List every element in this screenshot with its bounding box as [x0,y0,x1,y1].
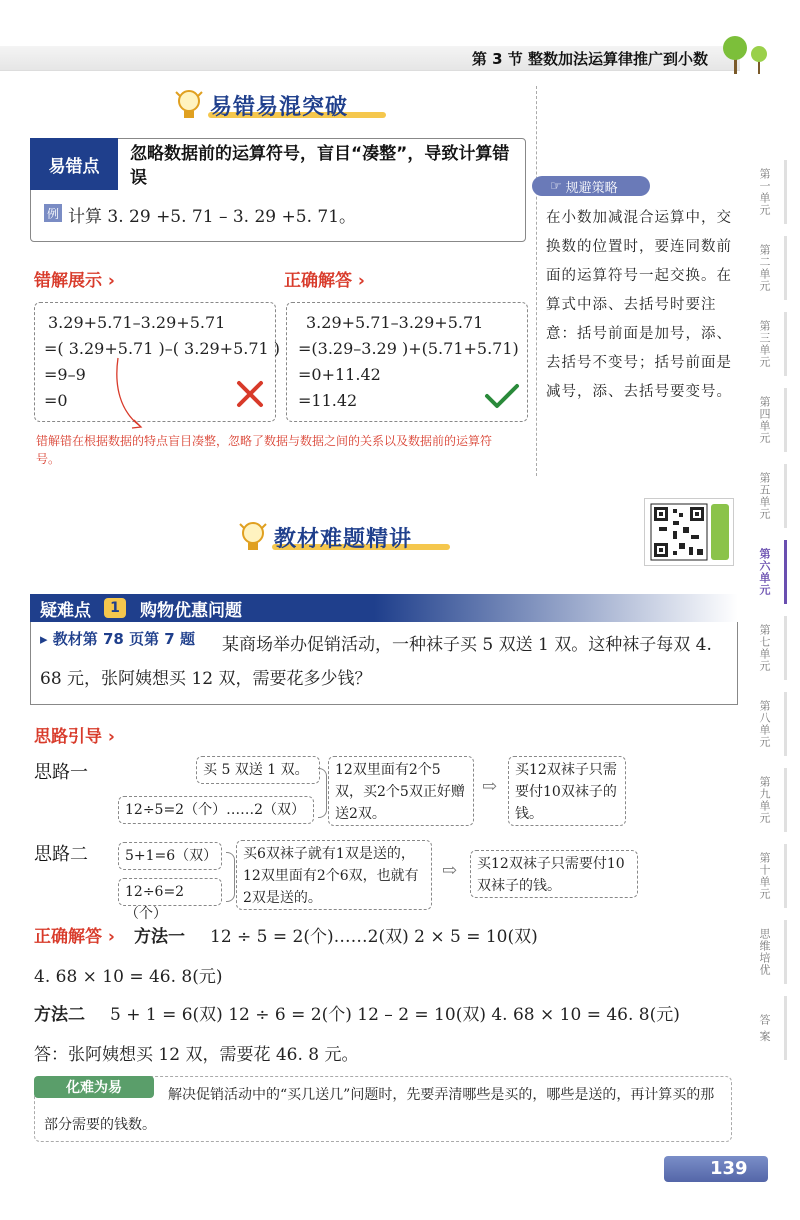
wrong-line-3: =9–9 [44,365,86,384]
section-title-mistakes: 易错易混突破 [210,95,349,120]
right-line-3: =0+11.42 [298,365,381,384]
column-divider [536,86,537,476]
strategy-text: 在小数加减混合运算中，交换数的位置时，要连同数前面的运算符号一起交换。在算式中添、去括号时要注意：括号前面是加号，添、去括号不变号；括号前面是减号，添、去括号要变号。 [546,210,732,400]
route1-middle: 12双里面有2个5双，买2个5双正好赠送2双。 [328,756,474,826]
unit-sidebar [744,160,790,1072]
error-annotation: 错解错在根据数据的特点盲目凑整，忽略了数据与数据之间的关系以及数据前的运算符号。 [36,434,493,466]
tree-icon [720,32,772,76]
example-mark: 例 [44,204,62,222]
difficulty-title: 购物优惠问题 [140,600,242,621]
lightbulb-icon [238,520,268,554]
difficulty-tag: 疑难点 [40,600,91,621]
sidebar-item-unit-3[interactable]: 第三单元 [744,312,787,376]
route1-result: 买12双袜子只需要付10双袜子的钱。 [508,756,626,826]
sidebar-item-unit-8[interactable]: 第八单元 [744,692,787,756]
problem-text: 某商场举办促销活动，一种袜子买 5 双送 1 双。这种袜子每双 4. 68 元，张阿姨想买 12 双，需要花多少钱？ [40,635,712,689]
method2-label: 方法二 [34,1005,85,1025]
tip-text: 解决促销活动中的“买几送几”问题时，先要弄清哪些是买的，哪些是送的，再计算买的那部分需要的钱数。 [44,1087,715,1133]
error-point-tag: 易错点 [30,138,118,190]
solution-heading: 正确解答 › [34,927,115,947]
route1-box2: 12÷5=2（个）……2（双） [118,796,314,824]
sidebar-item-unit-1[interactable]: 第一单元 [744,160,787,224]
sidebar-item-unit-7[interactable]: 第七单元 [744,616,787,680]
tip-tag: 化难为易 [34,1076,154,1098]
cross-icon [234,378,266,410]
sidebar-item-unit-5[interactable]: 第五单元 [744,464,787,528]
sidebar-item-answers[interactable]: 答 案 [744,996,787,1060]
route1-box1: 买 5 双送 1 双。 [196,756,320,784]
thinking-heading: 思路引导 › [34,727,115,747]
route2-label: 思路二 [34,844,88,865]
route2-result: 买12双袜子只需要付10双袜子的钱。 [470,850,638,898]
textbook-reference: ▸ 教材第 78 页第 7 题 [40,630,195,648]
sidebar-item-thinking[interactable]: 思维培优 [744,920,787,984]
example-problem: 计算 3. 29 +5. 71 – 3. 29 +5. 71。 [68,207,357,227]
annotation-arrow [110,356,150,432]
strategy-tag: ☞ 规避策略 [532,176,650,196]
lightbulb-icon [174,88,204,122]
right-line-1: 3.29+5.71–3.29+5.71 [306,313,484,332]
route1-label: 思路一 [34,762,88,783]
page-number: 139 [710,1158,748,1179]
right-heading: 正确解答 › [284,271,365,291]
right-line-4: =11.42 [298,391,358,410]
check-icon [484,382,520,410]
chapter-title: 第 3 节 整数加法运算律推广到小数 [471,50,708,68]
route2-middle: 买6双袜子就有1双是送的，12双里面有2个6双，也就有2双是送的。 [236,840,432,910]
section-title-textbook: 教材难题精讲 [274,527,413,552]
sidebar-item-unit-10[interactable]: 第十单元 [744,844,787,908]
wrong-line-2: =( 3.29+5.71 )–( 3.29+5.71 ) [44,339,281,358]
difficulty-number: 1 [104,598,126,618]
route2-box1: 5+1=6（双） [118,842,222,870]
error-point-description: 忽略数据前的运算符号，盲目“凑整”，导致计算错误 [130,144,510,188]
sidebar-item-unit-6[interactable]: 第六单元 [744,540,787,604]
brace [318,768,327,818]
brace [226,852,235,902]
method1-cont: 4. 68 × 10 = 46. 8(元) [34,967,223,987]
wrong-line-1: 3.29+5.71–3.29+5.71 [48,313,226,332]
method2-steps: 5 + 1 = 6(双) 12 ÷ 6 = 2(个) 12 – 2 = 10(双) 4. 68 × 10 = 46. 8(元) [110,1005,680,1025]
wrong-heading: 错解展示 › [34,271,115,291]
method1-steps: 12 ÷ 5 = 2(个)……2(双) 2 × 5 = 10(双) [210,927,538,947]
sidebar-item-unit-4[interactable]: 第四单元 [744,388,787,452]
hand-icon: ☞ [550,178,562,194]
route2-box2: 12÷6=2（个） [118,878,222,906]
sidebar-item-unit-9[interactable]: 第九单元 [744,768,787,832]
right-line-2: =(3.29–3.29 )+(5.71+5.71) [298,339,519,358]
method1-label: 方法一 [134,927,185,947]
wrong-line-4: =0 [44,391,68,410]
qr-code-icon[interactable] [644,498,734,566]
arrow-right-icon: ⇨ [482,776,498,797]
arrow-right-icon: ⇨ [442,860,458,881]
answer-line: 答：张阿姨想买 12 双，需要花 46. 8 元。 [34,1045,359,1065]
sidebar-item-unit-2[interactable]: 第二单元 [744,236,787,300]
